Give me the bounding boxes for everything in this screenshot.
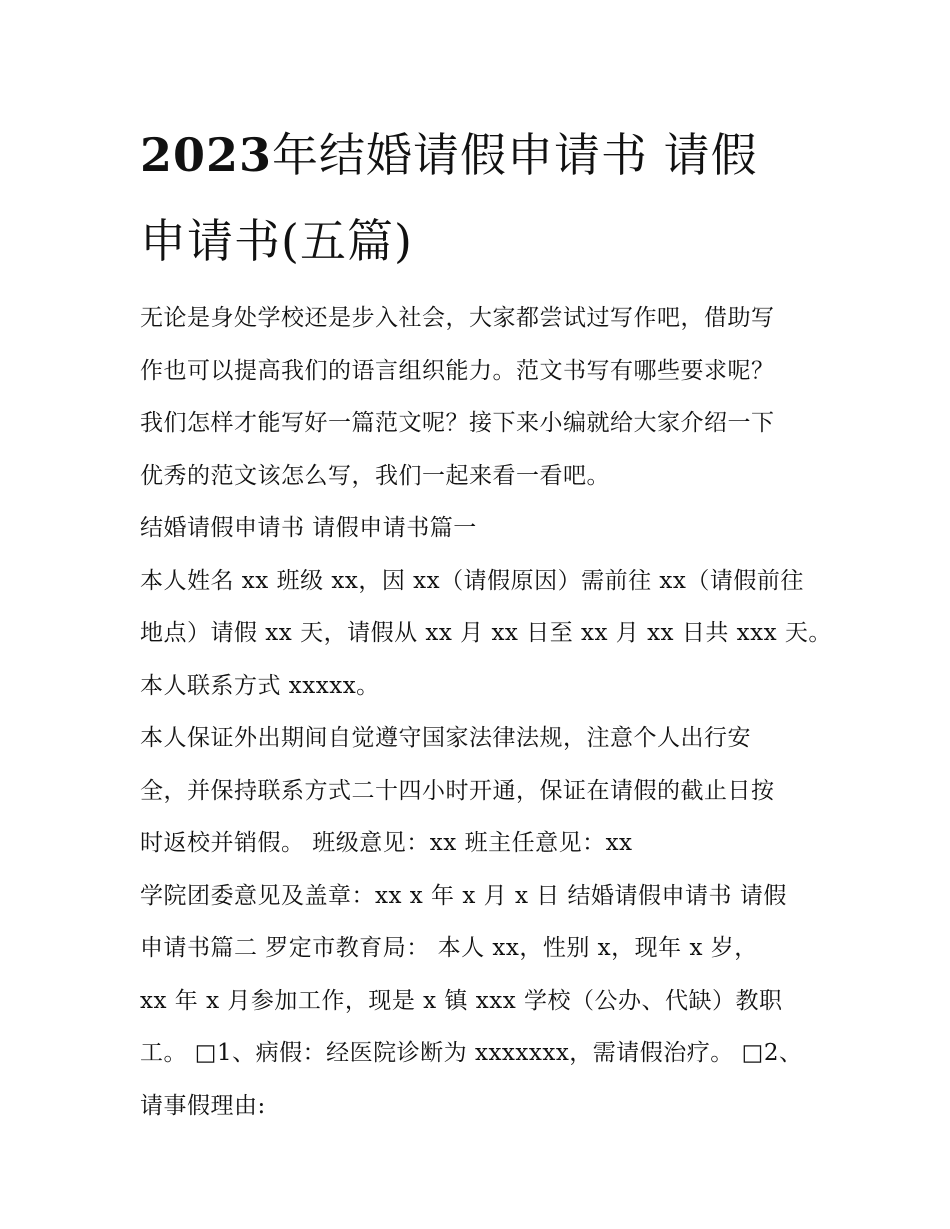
title-year: 2023 bbox=[140, 128, 273, 182]
body-line: 时返校并销假。 班级意见：xx 班主任意见：xx bbox=[140, 830, 633, 856]
body-line: 本人姓名 xx 班级 xx，因 xx（请假原因）需前往 xx（请假前往 bbox=[140, 567, 804, 594]
body-line: 本人联系方式 xxxxx。 bbox=[140, 672, 380, 699]
body-line: 我们怎样才能写好一篇范文呢？接下来小编就给大家介绍一下 bbox=[140, 410, 775, 436]
body-line: 学院团委意见及盖章：xx x 年 x 月 x 日 结婚请假申请书 请假 bbox=[140, 882, 787, 909]
body-line: 作也可以提高我们的语言组织能力。范文书写有哪些要求呢？ bbox=[140, 357, 775, 384]
title-rest: 年结婚请假申请书 请假 bbox=[272, 128, 758, 182]
document-title bbox=[140, 112, 830, 284]
body-line: xx 年 x 月参加工作，现是 x 镇 xxx 学校（公办、代缺）教职 bbox=[140, 987, 783, 1014]
body-line: 工。 □1、病假：经医院诊断为 xxxxxxx，需请假治疗。 □2、 bbox=[140, 1040, 803, 1066]
body-line: 无论是身处学校还是步入社会，大家都尝试过写作吧，借助写 bbox=[140, 305, 775, 331]
body-line: 请事假理由: bbox=[140, 1092, 266, 1119]
body-line: 申请书篇二 罗定市教育局： 本人 xx，性别 x，现年 x 岁， bbox=[140, 935, 758, 961]
body-line: 地点）请假 xx 天，请假从 xx 月 xx 日至 xx 月 xx 日共 xxx 天。 bbox=[140, 620, 832, 646]
title-line-2: 申请书(五篇) bbox=[140, 214, 413, 268]
body-line: 优秀的范文该怎么写，我们一起来看一看吧。 bbox=[140, 462, 610, 489]
document-page bbox=[140, 112, 830, 1132]
body-line: 全，并保持联系方式二十四小时开通，保证在请假的截止日按 bbox=[140, 777, 775, 804]
section-heading-1: 结婚请假申请书 请假申请书篇一 bbox=[140, 515, 477, 541]
body-line: 本人保证外出期间自觉遵守国家法律法规，注意个人出行安 bbox=[140, 725, 751, 751]
